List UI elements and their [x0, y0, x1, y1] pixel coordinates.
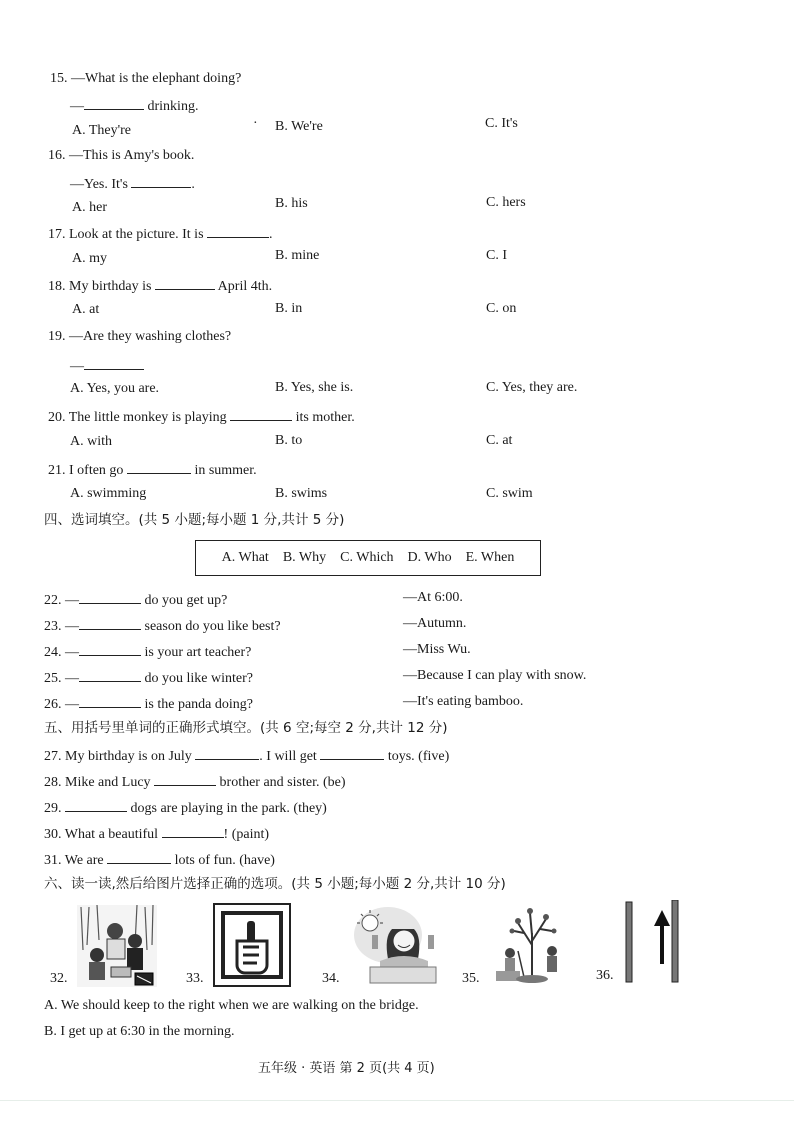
- q24-blank[interactable]: [79, 642, 141, 656]
- q16-option-b[interactable]: B. his: [275, 196, 308, 211]
- q29-blank[interactable]: [65, 798, 127, 812]
- q23-response: —Autumn.: [403, 616, 467, 631]
- q20-stem: 20. The little monkey is playing its mother.: [48, 407, 355, 426]
- q20-blank[interactable]: [230, 407, 292, 421]
- q23-line: 23. — season do you like best?: [44, 616, 281, 635]
- q17-blank[interactable]: [207, 224, 269, 238]
- pic-label-35: 35.: [462, 971, 480, 986]
- q17-stem: 17. Look at the picture. It is .: [48, 224, 273, 243]
- quiet-sign-picture: [213, 903, 291, 987]
- page-footer: 五年级 · 英语 第 2 页(共 4 页): [258, 1061, 435, 1076]
- q26-response: —It's eating bamboo.: [403, 694, 524, 709]
- q16-option-a[interactable]: A. her: [72, 200, 107, 215]
- q27-blank-1[interactable]: [195, 746, 259, 760]
- q21-option-a[interactable]: A. swimming: [70, 486, 147, 501]
- pic-label-33: 33.: [186, 971, 204, 986]
- q18-option-b[interactable]: B. in: [275, 301, 303, 316]
- q19-blank[interactable]: [84, 356, 144, 370]
- q25-line: 25. — do you like winter?: [44, 668, 253, 687]
- q30-line: 30. What a beautiful ! (paint): [44, 824, 269, 843]
- q18-stem: 18. My birthday is April 4th.: [48, 276, 272, 295]
- stray-mark: ·: [253, 116, 258, 131]
- q20-option-b[interactable]: B. to: [275, 433, 303, 448]
- q16-option-c[interactable]: C. hers: [486, 195, 526, 210]
- q28-line: 28. Mike and Lucy brother and sister. (be): [44, 772, 346, 791]
- q16-stem: 16. —This is Amy's book.: [48, 148, 195, 163]
- section6-title: 六、读一读,然后给图片选择正确的选项。(共 5 小题;每小题 2 分,共计 10 分): [44, 876, 506, 892]
- q16-answer-line: —Yes. It's .: [70, 174, 195, 193]
- word-bank-box: [195, 540, 541, 576]
- q28-blank[interactable]: [154, 772, 216, 786]
- q18-option-c[interactable]: C. on: [486, 301, 517, 316]
- pic-label-34: 34.: [322, 971, 340, 986]
- pic-label-32: 32.: [50, 971, 68, 986]
- q15-option-a[interactable]: A. They're: [72, 123, 132, 138]
- q29-line: 29. dogs are playing in the park. (they): [44, 798, 327, 817]
- q17-option-a[interactable]: A. my: [72, 251, 107, 266]
- q25-blank[interactable]: [79, 668, 141, 682]
- q21-option-c[interactable]: C. swim: [486, 486, 533, 501]
- q22-blank[interactable]: [79, 590, 141, 604]
- q26-line: 26. — is the panda doing?: [44, 694, 253, 713]
- q15-answer-line: — drinking.: [70, 96, 198, 115]
- wake-up-picture: [350, 905, 446, 987]
- q18-option-a[interactable]: A. at: [72, 302, 100, 317]
- word-bank-choice: C. Which: [340, 550, 394, 565]
- word-bank-choice: D. Who: [407, 550, 452, 565]
- q21-stem: 21. I often go in summer.: [48, 460, 257, 479]
- q21-option-b[interactable]: B. swims: [275, 486, 328, 501]
- q18-blank[interactable]: [155, 276, 215, 290]
- q17-option-c[interactable]: C. I: [486, 248, 507, 263]
- q20-option-a[interactable]: A. with: [70, 434, 112, 449]
- pic-label-36: 36.: [596, 968, 614, 983]
- q19-stem: 19. —Are they washing clothes?: [48, 329, 232, 344]
- section5-title: 五、用括号里单词的正确形式填空。(共 6 空;每空 2 分,共计 12 分): [44, 720, 448, 736]
- q19-option-b[interactable]: B. Yes, she is.: [275, 380, 354, 395]
- word-bank-choice: B. Why: [282, 550, 327, 565]
- q22-response: —At 6:00.: [403, 590, 463, 605]
- keep-right-picture: [622, 900, 682, 984]
- q21-blank[interactable]: [127, 460, 191, 474]
- q30-blank[interactable]: [162, 824, 224, 838]
- q24-response: —Miss Wu.: [403, 642, 471, 657]
- option-b-text: B. I get up at 6:30 in the morning.: [44, 1024, 235, 1039]
- picnic-picture: [77, 905, 157, 987]
- word-bank-choice: A. What: [221, 550, 269, 565]
- q15-blank[interactable]: [84, 96, 144, 110]
- option-a-text: A. We should keep to the right when we are walking on the bridge.: [44, 998, 419, 1013]
- q23-blank[interactable]: [79, 616, 141, 630]
- q19-option-a[interactable]: A. Yes, you are.: [70, 381, 160, 396]
- q19-option-c[interactable]: C. Yes, they are.: [486, 380, 578, 395]
- page-divider: [0, 1100, 794, 1101]
- q17-option-b[interactable]: B. mine: [275, 248, 320, 263]
- q31-line: 31. We are lots of fun. (have): [44, 850, 275, 869]
- section4-title: 四、选词填空。(共 5 小题;每小题 1 分,共计 5 分): [44, 512, 345, 528]
- q25-response: —Because I can play with snow.: [403, 668, 587, 683]
- q15-stem: 15. —What is the elephant doing?: [50, 71, 242, 86]
- q20-option-c[interactable]: C. at: [486, 433, 513, 448]
- q31-blank[interactable]: [107, 850, 171, 864]
- q16-blank[interactable]: [131, 174, 191, 188]
- q22-line: 22. — do you get up?: [44, 590, 227, 609]
- q24-line: 24. — is your art teacher?: [44, 642, 251, 661]
- q15-option-c[interactable]: C. It's: [485, 116, 518, 131]
- q19-answer-line: —: [70, 356, 144, 375]
- q27-line: 27. My birthday is on July . I will get toys. (five): [44, 746, 449, 765]
- q15-option-b[interactable]: B. We're: [275, 119, 323, 134]
- planting-tree-picture: [490, 905, 572, 987]
- q26-blank[interactable]: [79, 694, 141, 708]
- word-bank-choice: E. When: [465, 550, 515, 565]
- q27-blank-2[interactable]: [320, 746, 384, 760]
